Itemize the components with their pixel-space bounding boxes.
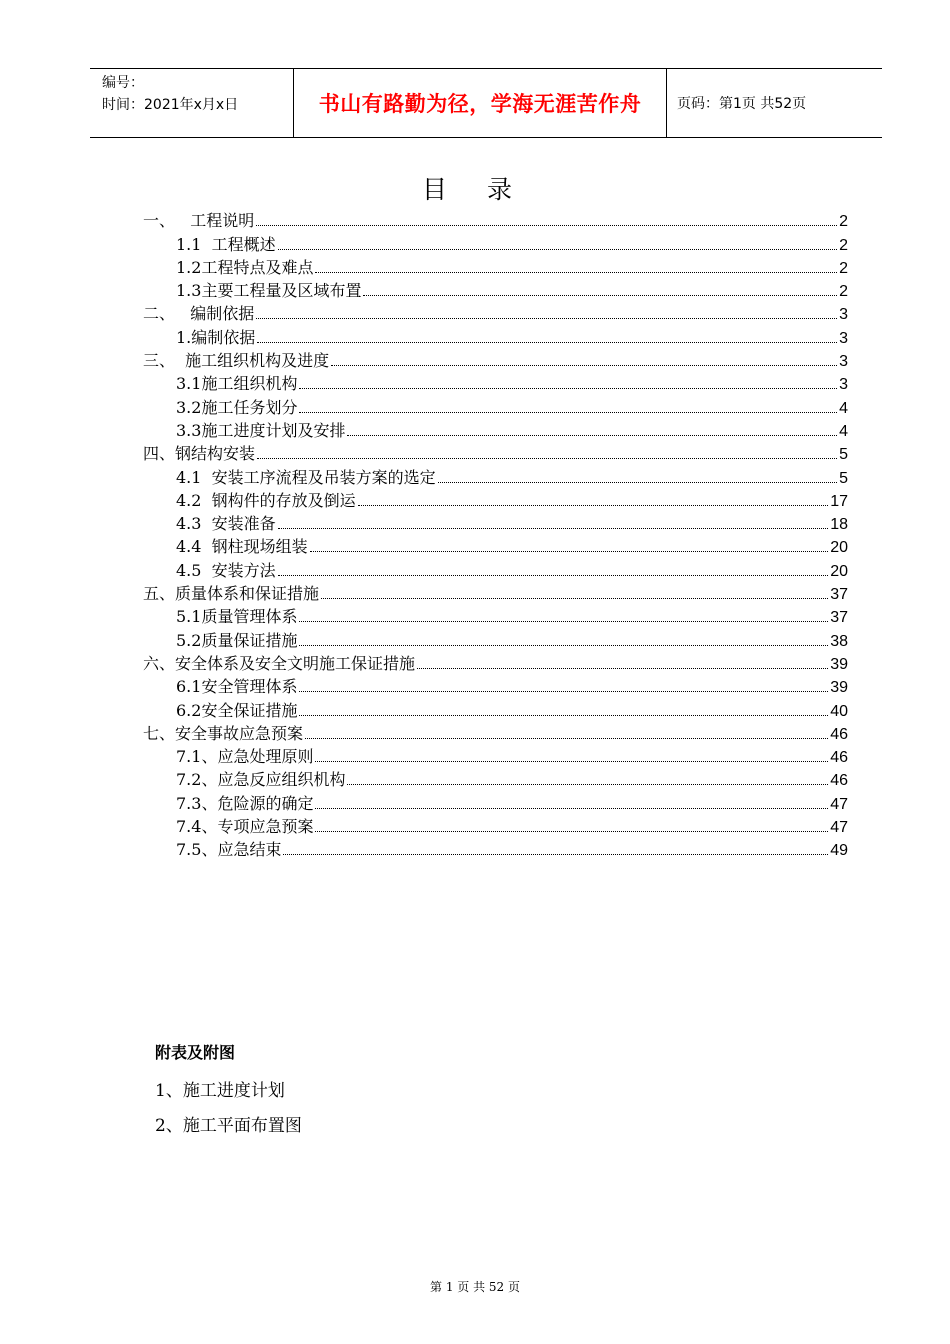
toc-leader-dots — [305, 738, 828, 739]
toc-leader-dots — [278, 528, 829, 529]
toc-entry[interactable] — [143, 488, 848, 511]
toc-entry-label: 4.3 安装准备 — [176, 514, 276, 534]
toc-entry-page: 3 — [839, 353, 848, 371]
toc-entry[interactable] — [143, 674, 848, 697]
toc-entry-page: 2 — [839, 259, 848, 277]
toc-leader-dots — [299, 645, 828, 646]
toc-entry[interactable] — [143, 394, 848, 417]
toc-leader-dots — [315, 808, 828, 809]
header-meta — [90, 69, 293, 137]
toc-entry[interactable] — [143, 790, 848, 813]
toc-entry-label: 7.1、应急处理原则 — [176, 747, 314, 767]
appendix-item[interactable]: 1、施工进度计划 — [155, 1081, 285, 1101]
appendix-item[interactable]: 2、施工平面布置图 — [155, 1116, 302, 1136]
toc-leader-dots — [363, 295, 837, 296]
toc-entry[interactable] — [143, 651, 848, 674]
toc-entry-page: 46 — [830, 749, 848, 767]
toc-leader-dots — [256, 225, 837, 226]
toc-entry-label: 1.3主要工程量及区域布置 — [176, 281, 362, 301]
toc-leader-dots — [299, 412, 837, 413]
toc-entry-page: 46 — [830, 772, 848, 790]
toc-entry-label: 6.1安全管理体系 — [176, 677, 298, 697]
toc-entry-label: 一、 工程说明 — [143, 211, 255, 231]
toc-entry-label: 5.2质量保证措施 — [176, 630, 298, 650]
toc-entry[interactable] — [143, 255, 848, 278]
header-page-number: 页码：第1页 共52页 — [677, 96, 807, 112]
toc-entry[interactable] — [143, 837, 848, 860]
toc-entry-label: 1.1 工程概述 — [176, 234, 276, 254]
toc-entry-label: 4.1 安装工序流程及吊装方案的选定 — [176, 467, 436, 487]
toc-entry[interactable] — [143, 814, 848, 837]
toc-entry-page: 20 — [830, 539, 848, 557]
toc-leader-dots — [299, 621, 828, 622]
toc-entry-page: 20 — [830, 562, 848, 580]
toc-entry[interactable] — [143, 581, 848, 604]
toc-entry-page: 47 — [830, 819, 848, 837]
toc-entry-page: 37 — [830, 586, 848, 604]
toc-entry[interactable] — [143, 744, 848, 767]
toc-entry[interactable] — [143, 278, 848, 301]
toc-leader-dots — [315, 831, 828, 832]
toc-entry[interactable] — [143, 534, 848, 557]
toc-entry[interactable] — [143, 557, 848, 580]
toc-entry[interactable] — [143, 418, 848, 441]
toc-entry-label: 六、安全体系及安全文明施工保证措施 — [143, 653, 416, 673]
toc-entry[interactable] — [143, 767, 848, 790]
toc-entry-page: 39 — [830, 655, 848, 673]
toc-entry-label: 7.5、应急结束 — [176, 840, 282, 860]
toc-entry-page: 49 — [830, 842, 848, 860]
toc-entry[interactable] — [143, 324, 848, 347]
toc-entry-label: 4.4 钢柱现场组装 — [176, 537, 308, 557]
document-number-label: 编号： — [102, 75, 144, 91]
toc-entry-page: 37 — [830, 609, 848, 627]
toc-leader-dots — [321, 598, 828, 599]
toc-entry[interactable] — [143, 697, 848, 720]
toc-entry[interactable] — [143, 464, 848, 487]
toc-entry-label: 三、 施工组织机构及进度 — [143, 351, 330, 371]
toc-title: 目 录 — [422, 175, 528, 204]
appendix-section — [155, 1040, 302, 1146]
toc-leader-dots — [299, 691, 828, 692]
toc-leader-dots — [438, 482, 837, 483]
toc-entry-label: 7.3、危险源的确定 — [176, 793, 314, 813]
toc-entry-label: 3.3施工进度计划及安排 — [176, 420, 346, 440]
toc-leader-dots — [299, 388, 837, 389]
toc-entry-label: 7.4、专项应急预案 — [176, 817, 314, 837]
toc-entry[interactable] — [143, 208, 848, 231]
toc-entry-page: 40 — [830, 702, 848, 720]
document-time-label: 时间：2021年x月x日 — [102, 97, 239, 113]
toc-entry[interactable] — [143, 511, 848, 534]
toc-entry-label: 四、钢结构安装 — [143, 444, 256, 464]
toc-entry-page: 3 — [839, 376, 848, 394]
page-footer: 第 1 页 共 52 页 — [430, 1280, 520, 1294]
toc-entry-label: 5.1质量管理体系 — [176, 607, 298, 627]
toc-entry[interactable] — [143, 348, 848, 371]
table-of-contents — [143, 208, 848, 860]
toc-entry-label: 4.5 安装方法 — [176, 560, 276, 580]
toc-entry-label: 1.2工程特点及难点 — [176, 257, 314, 277]
toc-leader-dots — [347, 784, 828, 785]
toc-entry-page: 38 — [830, 632, 848, 650]
toc-leader-dots — [347, 435, 837, 436]
toc-leader-dots — [278, 249, 837, 250]
toc-leader-dots — [358, 505, 829, 506]
toc-entry-page: 2 — [839, 236, 848, 254]
toc-leader-dots — [315, 272, 837, 273]
toc-entry[interactable] — [143, 231, 848, 254]
page-header — [90, 68, 882, 138]
header-motto: 书山有路勤为径，学海无涯苦作舟 — [293, 69, 667, 137]
toc-entry[interactable] — [143, 627, 848, 650]
toc-entry-label: 7.2、应急反应组织机构 — [176, 770, 346, 790]
toc-entry-label: 4.2 钢构件的存放及倒运 — [176, 490, 356, 510]
toc-leader-dots — [257, 458, 837, 459]
toc-entry-label: 3.2施工任务划分 — [176, 397, 298, 417]
toc-entry-page: 4 — [839, 422, 848, 440]
toc-entry-label: 3.1施工组织机构 — [176, 374, 298, 394]
toc-entry-label: 1.编制依据 — [176, 327, 256, 347]
toc-entry[interactable] — [143, 441, 848, 464]
toc-entry-page: 47 — [830, 795, 848, 813]
toc-entry-page: 18 — [830, 516, 848, 534]
toc-entry-page: 2 — [839, 213, 848, 231]
toc-entry-label: 五、质量体系和保证措施 — [143, 584, 320, 604]
toc-entry-page: 5 — [839, 446, 848, 464]
toc-entry-page: 3 — [839, 306, 848, 324]
toc-entry-label: 二、 编制依据 — [143, 304, 255, 324]
toc-entry-page: 3 — [839, 329, 848, 347]
toc-entry-label: 七、安全事故应急预案 — [143, 723, 304, 743]
toc-entry-page: 4 — [839, 399, 848, 417]
toc-leader-dots — [299, 715, 828, 716]
toc-leader-dots — [310, 551, 829, 552]
toc-leader-dots — [417, 668, 828, 669]
toc-entry[interactable] — [143, 301, 848, 324]
appendix-heading: 附表及附图 — [155, 1043, 236, 1062]
toc-entry-label: 6.2安全保证措施 — [176, 700, 298, 720]
toc-entry[interactable] — [143, 721, 848, 744]
toc-leader-dots — [283, 854, 828, 855]
toc-entry-page: 39 — [830, 679, 848, 697]
toc-leader-dots — [331, 365, 837, 366]
toc-entry-page: 46 — [830, 725, 848, 743]
toc-entry-page: 2 — [839, 283, 848, 301]
toc-leader-dots — [278, 575, 829, 576]
toc-leader-dots — [256, 318, 837, 319]
toc-entry[interactable] — [143, 371, 848, 394]
toc-entry-page: 17 — [830, 492, 848, 510]
toc-leader-dots — [315, 761, 828, 762]
toc-entry[interactable] — [143, 604, 848, 627]
toc-entry-page: 5 — [839, 469, 848, 487]
toc-leader-dots — [257, 342, 837, 343]
